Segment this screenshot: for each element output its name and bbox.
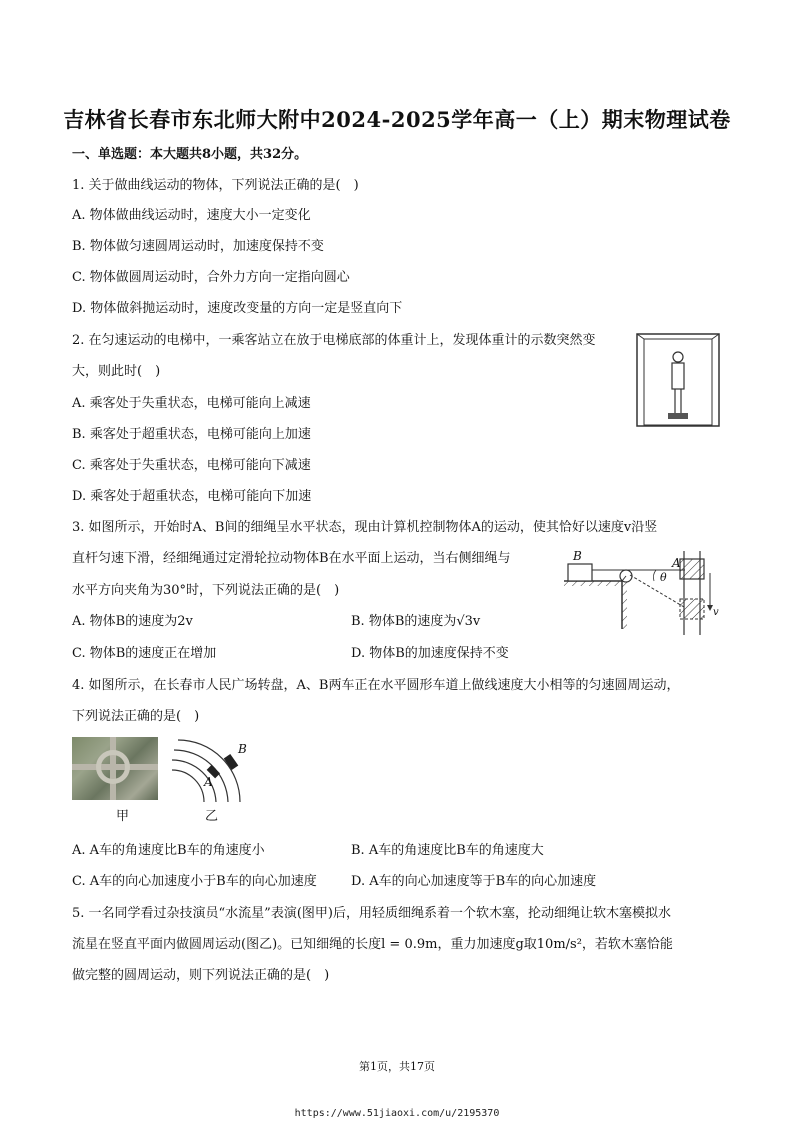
question-1-option-a: A. 物体做曲线运动时，速度大小一定变化 [72, 208, 311, 223]
question-1-option-d: D. 物体做斜抛运动时，速度改变量的方向一定是竖直向下 [72, 301, 403, 316]
question-3-option-c: C. 物体B的速度正在增加 [72, 646, 217, 661]
question-3-option-b: B. 物体B的速度为√3v [351, 614, 481, 629]
question-5-stem-line3: 做完整的圆周运动，则下列说法正确的是( ) [72, 968, 330, 983]
label-b: B [573, 549, 582, 563]
question-2-option-a: A. 乘客处于失重状态，电梯可能向上减速 [72, 396, 311, 411]
question-5-stem-line2: 流星在竖直平面内做圆周运动(图乙)。已知细绳的长度l = 0.9m，重力加速度g取10m/s²，若软木塞恰能 [72, 937, 673, 952]
question-4-option-a: A. A车的角速度比B车的角速度小 [72, 843, 265, 858]
question-2-option-d: D. 乘客处于超重状态，电梯可能向下加速 [72, 489, 312, 504]
question-2-option-b: B. 乘客处于超重状态，电梯可能向上加速 [72, 427, 311, 442]
question-3-option-d: D. 物体B的加速度保持不变 [351, 646, 509, 661]
question-1-stem: 1. 关于做曲线运动的物体，下列说法正确的是( ) [72, 178, 359, 193]
roundabout-photo [72, 737, 158, 800]
label-v: v [713, 607, 719, 618]
section-heading: 一、单选题：本大题共8小题，共32分。 [72, 147, 308, 162]
question-4-option-c: C. A车的向心加速度小于B车的向心加速度 [72, 874, 317, 889]
label-a: A [204, 775, 213, 789]
question-3-stem-line1: 3. 如图所示，开始时A、B间的细绳呈水平状态，现由计算机控制物体A的运动，使其恰好以速度v沿竖 [72, 520, 658, 535]
label-a: A [672, 556, 681, 570]
question-4-option-b: B. A车的角速度比B车的角速度大 [351, 843, 544, 858]
question-2-stem-line2: 大，则此时( ) [72, 364, 161, 379]
roundabout-diagram [170, 736, 250, 804]
label-theta: θ [660, 571, 667, 584]
question-1-option-b: B. 物体做匀速圆周运动时，加速度保持不变 [72, 239, 324, 254]
question-4-stem-line2: 下列说法正确的是( ) [72, 709, 200, 724]
question-5-stem-line1: 5. 一名同学看过杂技演员“水流星”表演(图甲)后，用轻质细绳系着一个软木塞，抡动细绳让软木塞模拟水 [72, 906, 671, 921]
question-1-option-c: C. 物体做圆周运动时，合外力方向一定指向圆心 [72, 270, 350, 285]
question-3-option-a: A. 物体B的速度为2v [72, 614, 193, 629]
question-2-stem-line1: 2. 在匀速运动的电梯中，一乘客站立在放于电梯底部的体重计上，发现体重计的示数突然变 [72, 333, 596, 348]
question-4-stem-line1: 4. 如图所示，在长春市人民广场转盘，A、B两车正在水平圆形车道上做线速度大小相等的匀速圆周运动， [72, 678, 680, 693]
watermark-url[interactable]: https://www.51jiaoxi.com/u/2195370 [294, 1108, 500, 1119]
pulley-figure [560, 547, 722, 637]
page-footer: 第1页，共17页 [359, 1060, 435, 1073]
label-b: B [238, 742, 247, 756]
question-2-option-c: C. 乘客处于失重状态，电梯可能向下减速 [72, 458, 311, 473]
question-3-stem-line3: 水平方向夹角为30°时，下列说法正确的是( ) [72, 583, 340, 598]
figure-caption-jia: 甲 [116, 809, 130, 824]
page-title: 吉林省长春市东北师大附中2024-2025学年高一（上）期末物理试卷 [63, 107, 731, 132]
question-3-stem-line2: 直杆匀速下滑，经细绳通过定滑轮拉动物体B在水平面上运动，当右侧细绳与 [72, 551, 511, 566]
question-4-option-d: D. A车的向心加速度等于B车的向心加速度 [351, 874, 597, 889]
figure-caption-yi: 乙 [205, 809, 219, 824]
elevator-figure [636, 333, 720, 427]
